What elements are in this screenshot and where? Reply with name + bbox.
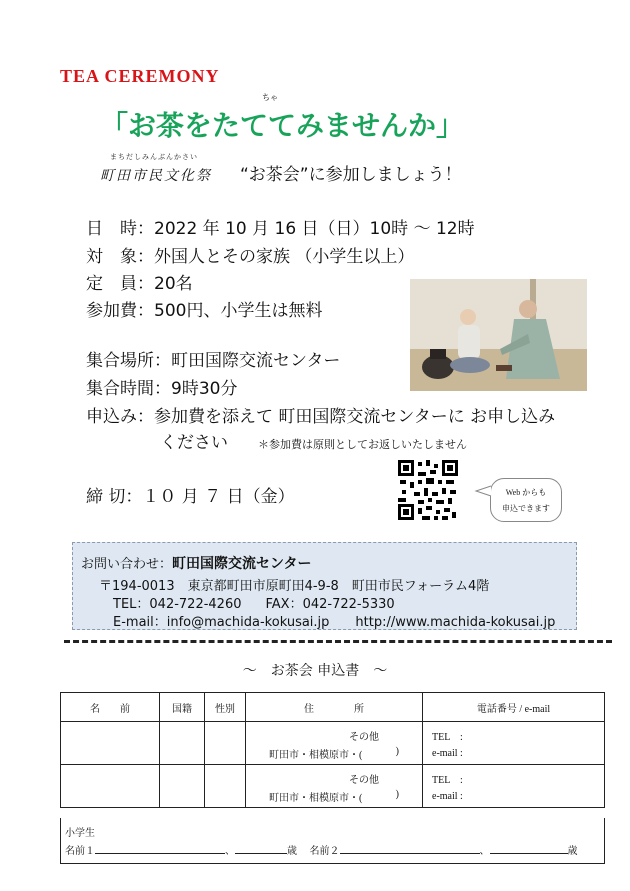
child-age1-field[interactable] bbox=[235, 853, 287, 854]
apply-label: 申込み： bbox=[86, 407, 154, 427]
apply-row bbox=[86, 402, 555, 427]
address-close-2: ) bbox=[395, 789, 399, 800]
child-age2-field[interactable] bbox=[490, 853, 568, 854]
header-contact: 電話番号 / e-mail bbox=[423, 693, 605, 722]
address-other-2: その他 bbox=[349, 775, 379, 786]
child-name-row bbox=[65, 842, 578, 857]
fee-label: 参加費： bbox=[86, 301, 154, 321]
cut-line bbox=[64, 640, 612, 643]
name-field-1[interactable] bbox=[61, 722, 160, 765]
form-row-1 bbox=[61, 722, 605, 765]
child-comma-1: 、 bbox=[225, 846, 235, 857]
child-age2-suffix: 歳 bbox=[567, 846, 578, 857]
qr-code[interactable] bbox=[396, 458, 460, 522]
contact-label: お問い合わせ： bbox=[81, 557, 173, 572]
child-label: 小学生 bbox=[65, 828, 95, 839]
target-row bbox=[86, 242, 414, 267]
gender-field-1[interactable] bbox=[205, 722, 246, 765]
date-row bbox=[86, 214, 475, 239]
date-label: 日 時： bbox=[86, 219, 154, 239]
capacity-value: 20名 bbox=[154, 274, 193, 294]
capacity-label: 定 員： bbox=[86, 274, 154, 294]
child-comma-2: 、 bbox=[479, 846, 490, 857]
child-name1-label: 名前１ bbox=[65, 846, 95, 857]
form-title: ～ お茶会 申込書 ～ bbox=[242, 663, 388, 679]
web-apply-line1: Web からも bbox=[505, 488, 547, 497]
capacity-row bbox=[86, 269, 193, 294]
address-close-1: ) bbox=[395, 746, 399, 757]
apply-value: 参加費を添えて 町田国際交流センターに お申し込み bbox=[154, 407, 556, 427]
place-value: 町田国際交流センター bbox=[171, 351, 341, 371]
time-label: 集合時間： bbox=[86, 379, 171, 399]
email-label-1: e-mail : bbox=[432, 748, 463, 759]
place-row bbox=[86, 346, 340, 371]
header-nationality: 国籍 bbox=[160, 693, 205, 722]
tel-label-2: TEL : bbox=[432, 775, 463, 786]
apply-value-2: ください bbox=[160, 433, 228, 453]
target-value: 外国人とその家族 （小学生以上） bbox=[154, 247, 415, 267]
title-english: TEA CEREMONY bbox=[60, 66, 220, 86]
contact-tel-fax bbox=[113, 593, 395, 612]
apply-note: ＊参加費は原則としてお返しいたしません bbox=[258, 438, 467, 451]
invite-text: “お茶会”に参加しましょう！ bbox=[240, 165, 462, 185]
fee-row bbox=[86, 296, 322, 321]
child-section bbox=[60, 818, 605, 864]
address-field-1[interactable] bbox=[246, 722, 423, 765]
main-title: 「お茶をたててみませんか」 bbox=[100, 109, 465, 142]
header-gender: 性別 bbox=[205, 693, 246, 722]
header-address: 住 所 bbox=[246, 693, 423, 722]
contact-address: 〒194-0013 東京都町田市原町田4-9-8 町田市民フォーラム4階 bbox=[99, 579, 490, 594]
deadline-value: １０ 月 ７ 日（金） bbox=[142, 487, 295, 507]
time-value: 9時30分 bbox=[171, 379, 238, 399]
festival-name: 町田市民文化祭 bbox=[100, 168, 212, 184]
contact-tel: TEL：042-722-4260 bbox=[113, 597, 242, 612]
time-row bbox=[86, 374, 237, 399]
place-label: 集合場所： bbox=[86, 351, 171, 371]
name-field-2[interactable] bbox=[61, 765, 160, 808]
header-name: 名 前 bbox=[61, 693, 160, 722]
application-form bbox=[60, 692, 605, 808]
address-city-1: 町田市・相模原市・( bbox=[269, 750, 363, 761]
contact-web bbox=[113, 611, 555, 630]
address-other-1: その他 bbox=[349, 732, 379, 743]
tel-label-1: TEL : bbox=[432, 732, 463, 743]
deadline-label: 締 切： bbox=[86, 487, 143, 507]
nationality-field-2[interactable] bbox=[160, 765, 205, 808]
address-field-2[interactable] bbox=[246, 765, 423, 808]
form-row-2 bbox=[61, 765, 605, 808]
child-age1-suffix: 歳 bbox=[287, 846, 297, 857]
form-header-row bbox=[61, 693, 605, 722]
contact-box bbox=[72, 542, 577, 630]
gender-field-2[interactable] bbox=[205, 765, 246, 808]
contact-org: 町田国際交流センター bbox=[172, 556, 312, 572]
web-apply-line2: 申込できます bbox=[502, 504, 550, 513]
contact-fax: FAX：042-722-5330 bbox=[265, 597, 395, 612]
child-name2-label: 名前２ bbox=[309, 846, 340, 857]
subtitle bbox=[100, 160, 462, 185]
child-name2-field[interactable] bbox=[340, 853, 480, 854]
contact-field-2[interactable] bbox=[423, 765, 605, 808]
address-city-2: 町田市・相模原市・( bbox=[269, 793, 363, 804]
festival-ruby: まちだしみんぶんかさい bbox=[110, 153, 198, 161]
contact-url[interactable]: http://www.machida-kokusai.jp bbox=[355, 615, 556, 630]
deadline-row bbox=[86, 482, 295, 507]
email-label-2: e-mail : bbox=[432, 791, 463, 802]
title-ruby: ちゃ bbox=[262, 93, 278, 102]
apply-row-2 bbox=[160, 428, 467, 453]
tea-ceremony-photo bbox=[410, 279, 587, 391]
bubble-tail bbox=[474, 484, 492, 498]
target-label: 対 象： bbox=[86, 247, 154, 267]
web-apply-bubble bbox=[490, 478, 562, 522]
date-value: 2022 年 10 月 16 日（日）10時 ～ 12時 bbox=[154, 219, 475, 239]
contact-field-1[interactable] bbox=[423, 722, 605, 765]
contact-heading bbox=[81, 553, 311, 573]
fee-value: 500円、小学生は無料 bbox=[154, 301, 323, 321]
contact-email[interactable]: E-mail：info@machida-kokusai.jp bbox=[113, 615, 330, 630]
child-name1-field[interactable] bbox=[95, 853, 225, 854]
nationality-field-1[interactable] bbox=[160, 722, 205, 765]
